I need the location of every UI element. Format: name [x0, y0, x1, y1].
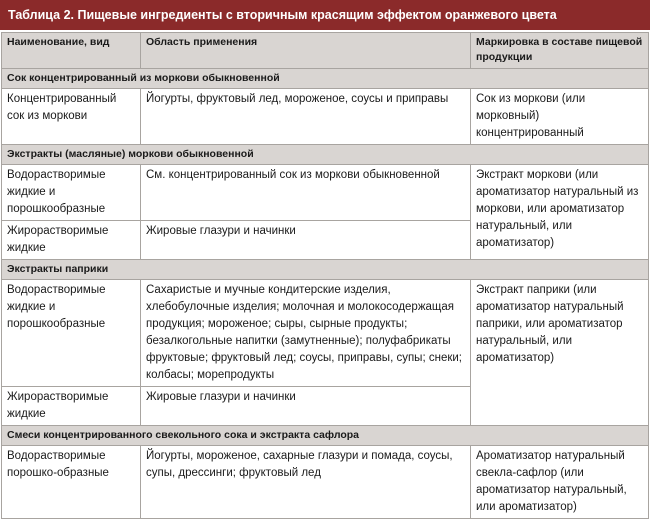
section-row [2, 69, 649, 89]
cell-label: Сок из моркови (или морковный) концентрированный [471, 89, 649, 145]
header-label: Маркировка в составе пищевой продукции [471, 33, 649, 69]
section-title: Сок концентрированный из моркови обыкновенной [2, 69, 649, 89]
cell-area: Йогурты, фруктовый лед, мороженое, соусы и приправы [141, 89, 471, 145]
table-row [2, 446, 649, 519]
table-row [2, 280, 649, 387]
header-area: Область применения [141, 33, 471, 69]
cell-area: Жировые глазури и начинки [141, 221, 471, 260]
cell-label: Экстракт паприки (или ароматизатор натуральный паприки, или ароматизатор натуральный, или ароматизатор) [471, 280, 649, 426]
header-name: Наименование, вид [2, 33, 141, 69]
section-row [2, 426, 649, 446]
section-row [2, 145, 649, 165]
cell-area: Йогурты, мороженое, сахарные глазури и помада, соусы, супы, дрессинги; фруктовый лед [141, 446, 471, 519]
cell-area: См. концентрированный сок из моркови обыкновенной [141, 165, 471, 221]
header-row [2, 33, 649, 69]
cell-area: Жировые глазури и начинки [141, 387, 471, 426]
cell-area: Сахаристые и мучные кондитерские изделия, хлебобулочные изделия; молочная и молокосодержащая продукция; мороженое; сыры, сырные продукты; безалкогольные напитки (замутненные); полуфабрикаты фруктовые; фруктовый лед; соусы, приправы, супы; снеки; колбасы; морепродукты [141, 280, 471, 387]
cell-name: Концентрированный сок из моркови [2, 89, 141, 145]
table-title: Таблица 2. Пищевые ингредиенты с вторичным красящим эффектом оранжевого цвета [0, 0, 650, 30]
ingredients-table [1, 32, 649, 519]
cell-name: Водорастворимые порошко-образные [2, 446, 141, 519]
cell-name: Жирорастворимые жидкие [2, 221, 141, 260]
cell-name: Водорастворимые жидкие и порошкообразные [2, 165, 141, 221]
table-row [2, 89, 649, 145]
cell-label: Экстракт моркови (или ароматизатор натуральный из моркови, или ароматизатор натуральный, или ароматизатор) [471, 165, 649, 260]
cell-name: Водорастворимые жидкие и порошкообразные [2, 280, 141, 387]
section-title: Экстракты паприки [2, 260, 649, 280]
section-title: Экстракты (масляные) моркови обыкновенной [2, 145, 649, 165]
section-row [2, 260, 649, 280]
cell-name: Жирорастворимые жидкие [2, 387, 141, 426]
section-title: Смеси концентрированного свекольного сока и экстракта сафлора [2, 426, 649, 446]
cell-label: Ароматизатор натуральный свекла-сафлор (или ароматизатор натуральный, или ароматизатор) [471, 446, 649, 519]
table-row [2, 165, 649, 221]
